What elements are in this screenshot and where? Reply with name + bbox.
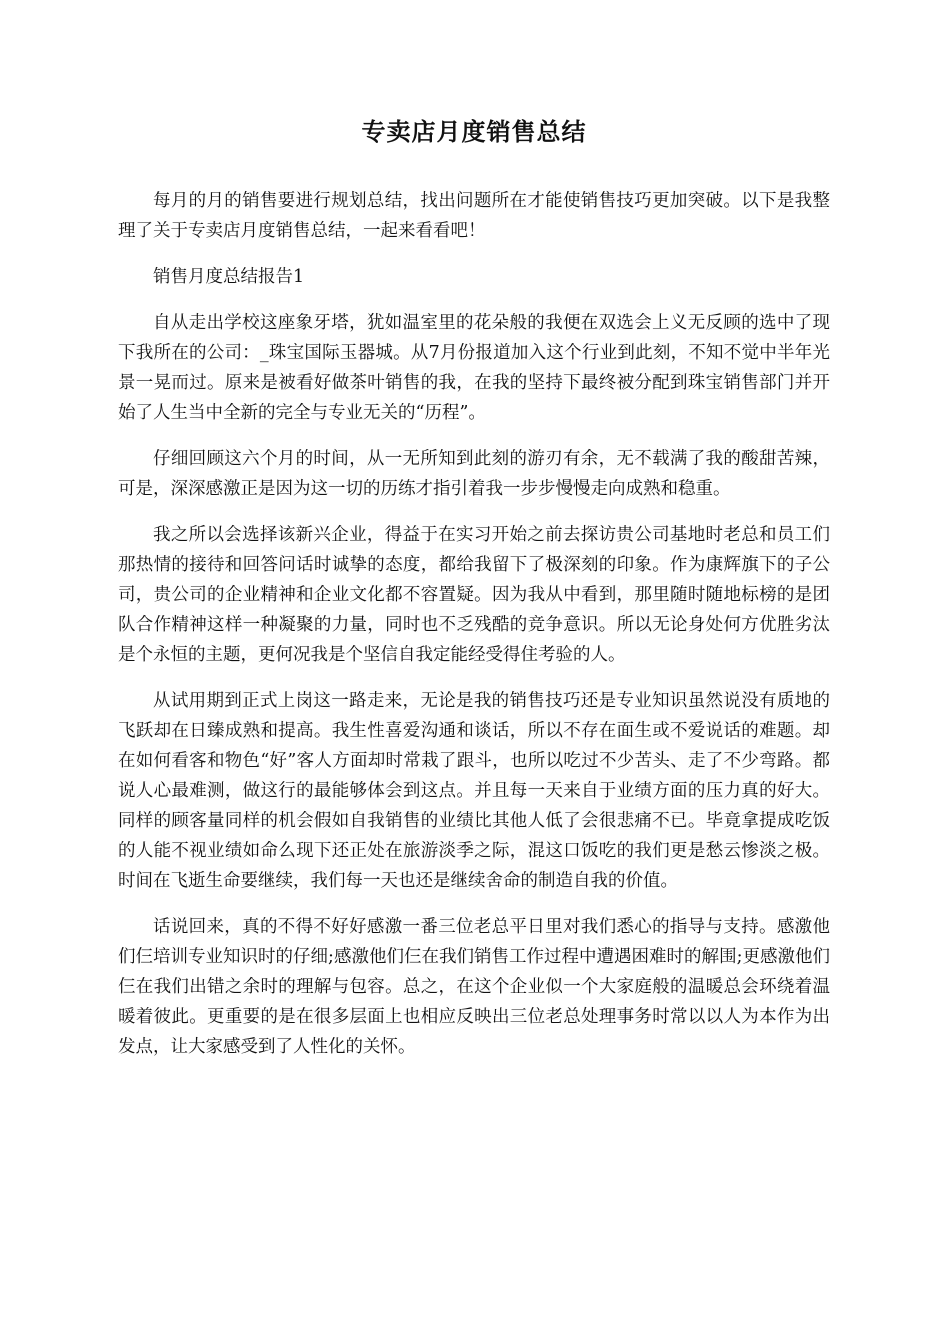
document-page	[118, 112, 830, 1078]
document-title: 专卖店月度销售总结	[361, 117, 587, 146]
section-heading: 销售月度总结报告1	[153, 267, 305, 287]
intro-paragraph: 每月的月的销售要进行规划总结，找出问题所在才能使销售技巧更加突破。以下是我整理了关于专卖店月度销售总结，一起来看看吧！	[118, 191, 830, 241]
body-paragraph-5: 话说回来，真的不得不好好感激一番三位老总平日里对我们悉心的指导与支持。感激他们仨培训专业知识时的仔细;感激他们仨在我们销售工作过程中遭遇困难时的解围;更感激他们仨在我们出错之余时的理解与包容。总之，在这个企业似一个大家庭般的温暖总会环绕着温暖着彼此。更重要的是在很多层面上也相应反映出三位老总处理事务时常以以人为本作为出发点，让大家感受到了人性化的关怀。	[118, 917, 830, 1057]
body-paragraph-4: 从试用期到正式上岗这一路走来，无论是我的销售技巧还是专业知识虽然说没有质地的飞跃却在日臻成熟和提高。我生性喜爱沟通和谈话，所以不存在面生或不爱说话的难题。却在如何看客和物色“好”客人方面却时常栽了跟斗，也所以吃过不少苦头、走了不少弯路。都说人心最难测，做这行的最能够体会到这点。并且每一天来自于业绩方面的压力真的好大。同样的顾客量同样的机会假如自我销售的业绩比其他人低了会很悲痛不已。毕竟拿提成吃饭的人能不视业绩如命么现下还正处在旅游淡季之际，混这口饭吃的我们更是愁云惨淡之极。时间在飞逝生命要继续，我们每一天也还是继续舍命的制造自我的价值。	[118, 691, 830, 891]
body-paragraph-3: 我之所以会选择该新兴企业，得益于在实习开始之前去探访贵公司基地时老总和员工们那热情的接待和回答问话时诚挚的态度，都给我留下了极深刻的印象。作为康辉旗下的子公司，贵公司的企业精神和企业文化都不容置疑。因为我从中看到，那里随时随地标榜的是团队合作精神这样一种凝聚的力量，同时也不乏残酷的竞争意识。所以无论身处何方优胜劣汰是个永恒的主题，更何况我是个坚信自我定能经受得住考验的人。	[118, 525, 830, 665]
body-paragraph-2: 仔细回顾这六个月的时间，从一无所知到此刻的游刃有余，无不载满了我的酸甜苦辣，可是，深深感激正是因为这一切的历练才指引着我一步步慢慢走向成熟和稳重。	[118, 449, 830, 499]
body-paragraph-1: 自从走出学校这座象牙塔，犹如温室里的花朵般的我便在双选会上义无反顾的选中了现下我所在的公司：_珠宝国际玉器城。从7月份报道加入这个行业到此刻，不知不觉中半年光景一晃而过。原来是被看好做茶叶销售的我，在我的坚持下最终被分配到珠宝销售部门并开始了人生当中全新的完全与专业无关的“历程”。	[118, 313, 830, 423]
